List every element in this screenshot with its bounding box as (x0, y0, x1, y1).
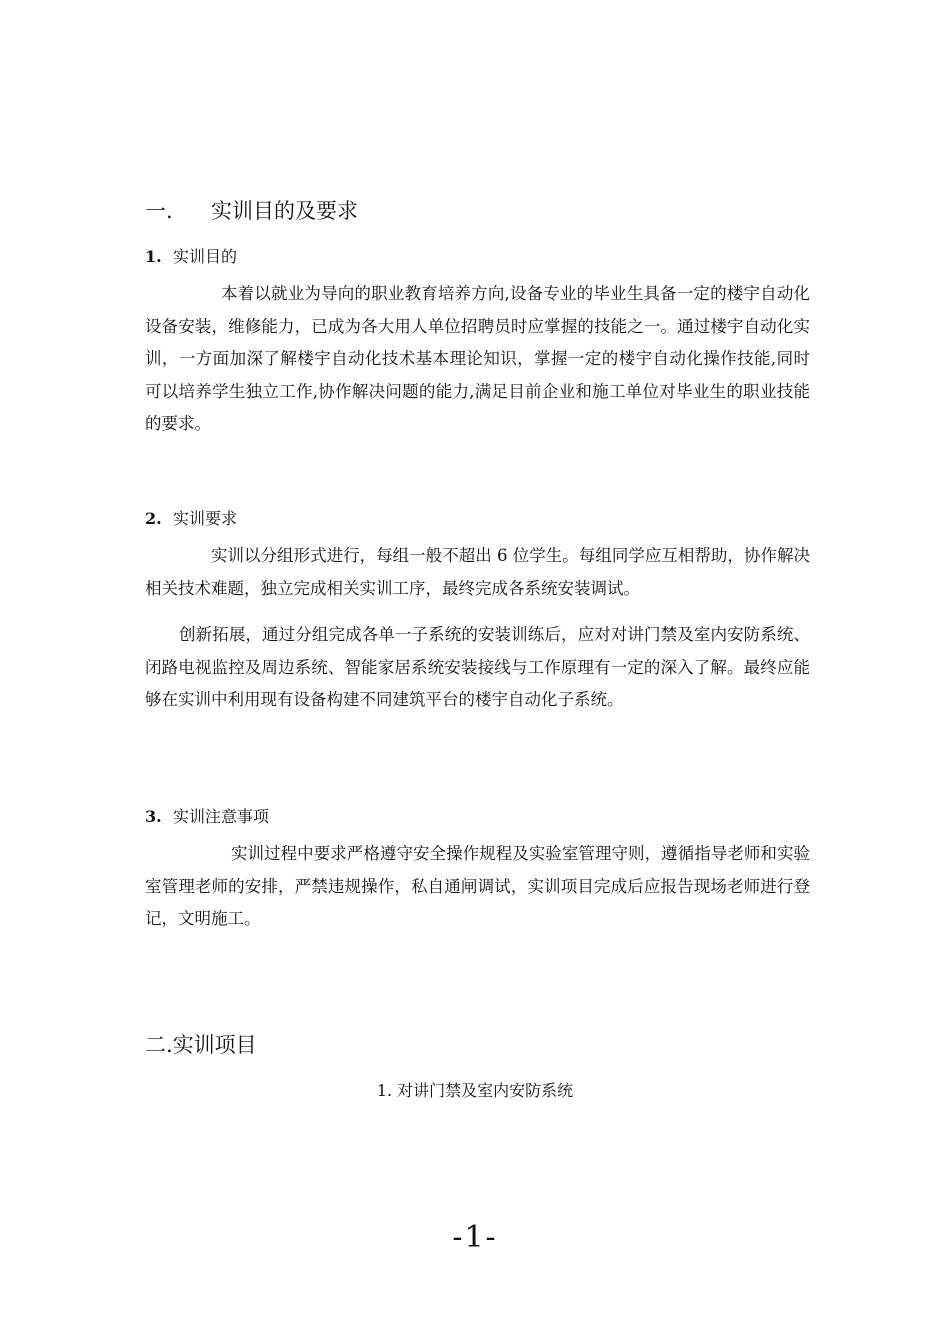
project-item: 1. 对讲门禁及室内安防系统 (376, 1081, 574, 1100)
section-title: 实训项目 (172, 1033, 257, 1057)
section-heading-1 (145, 196, 358, 226)
subsection-number: 2. (145, 509, 162, 528)
paragraph-purpose: 本着以就业为导向的职业教育培养方向,设备专业的毕业生具备一定的楼宇自动化设备安装，维修能力，已成为各大用人单位招聘员时应掌握的技能之一。通过楼宇自动化实训，一方面加深了解楼宇自动化技术基本理论知识，掌握一定的楼宇自动化操作技能,同时可以培养学生独立工作,协作解决问题的能力,满足目前企业和施工单位对毕业生的职业技能的要求。 (145, 284, 810, 433)
subsection-title: 实训目的 (173, 247, 238, 266)
subsection-heading-requirements (145, 507, 237, 531)
subsection-heading-notes (145, 805, 269, 829)
subsection-heading-purpose (145, 245, 237, 269)
section-number: 二. (145, 1033, 173, 1057)
section-title: 实训目的及要求 (211, 199, 358, 223)
paragraph-notes: 实训过程中要求严格遵守安全操作规程及实验室管理守则，遵循指导老师和实验室管理老师的安排，严禁违规操作，私自通闸调试，实训项目完成后应报告现场老师进行登记，文明施工。 (145, 844, 810, 928)
subsection-number: 3. (145, 807, 162, 826)
section-heading-2 (145, 1030, 257, 1060)
section-number: 一. (145, 199, 173, 223)
page-number: -1- (452, 1220, 498, 1255)
subsection-title: 实训注意事项 (173, 807, 270, 826)
paragraph-innovation: 创新拓展，通过分组完成各单一子系统的安装训练后，应对对讲门禁及室内安防系统、闭路电视监控及周边系统、智能家居系统安装接线与工作原理有一定的深入了解。最终应能够在实训中利用现有设备构建不同建筑平台的楼宇自动化子系统。 (145, 625, 810, 709)
subsection-number: 1. (145, 247, 162, 266)
subsection-title: 实训要求 (173, 509, 238, 528)
paragraph-requirements: 实训以分组形式进行，每组一般不超出 6 位学生。每组同学应互相帮助，协作解决相关技术难题，独立完成相关实训工序，最终完成各系统安装调试。 (145, 546, 810, 598)
